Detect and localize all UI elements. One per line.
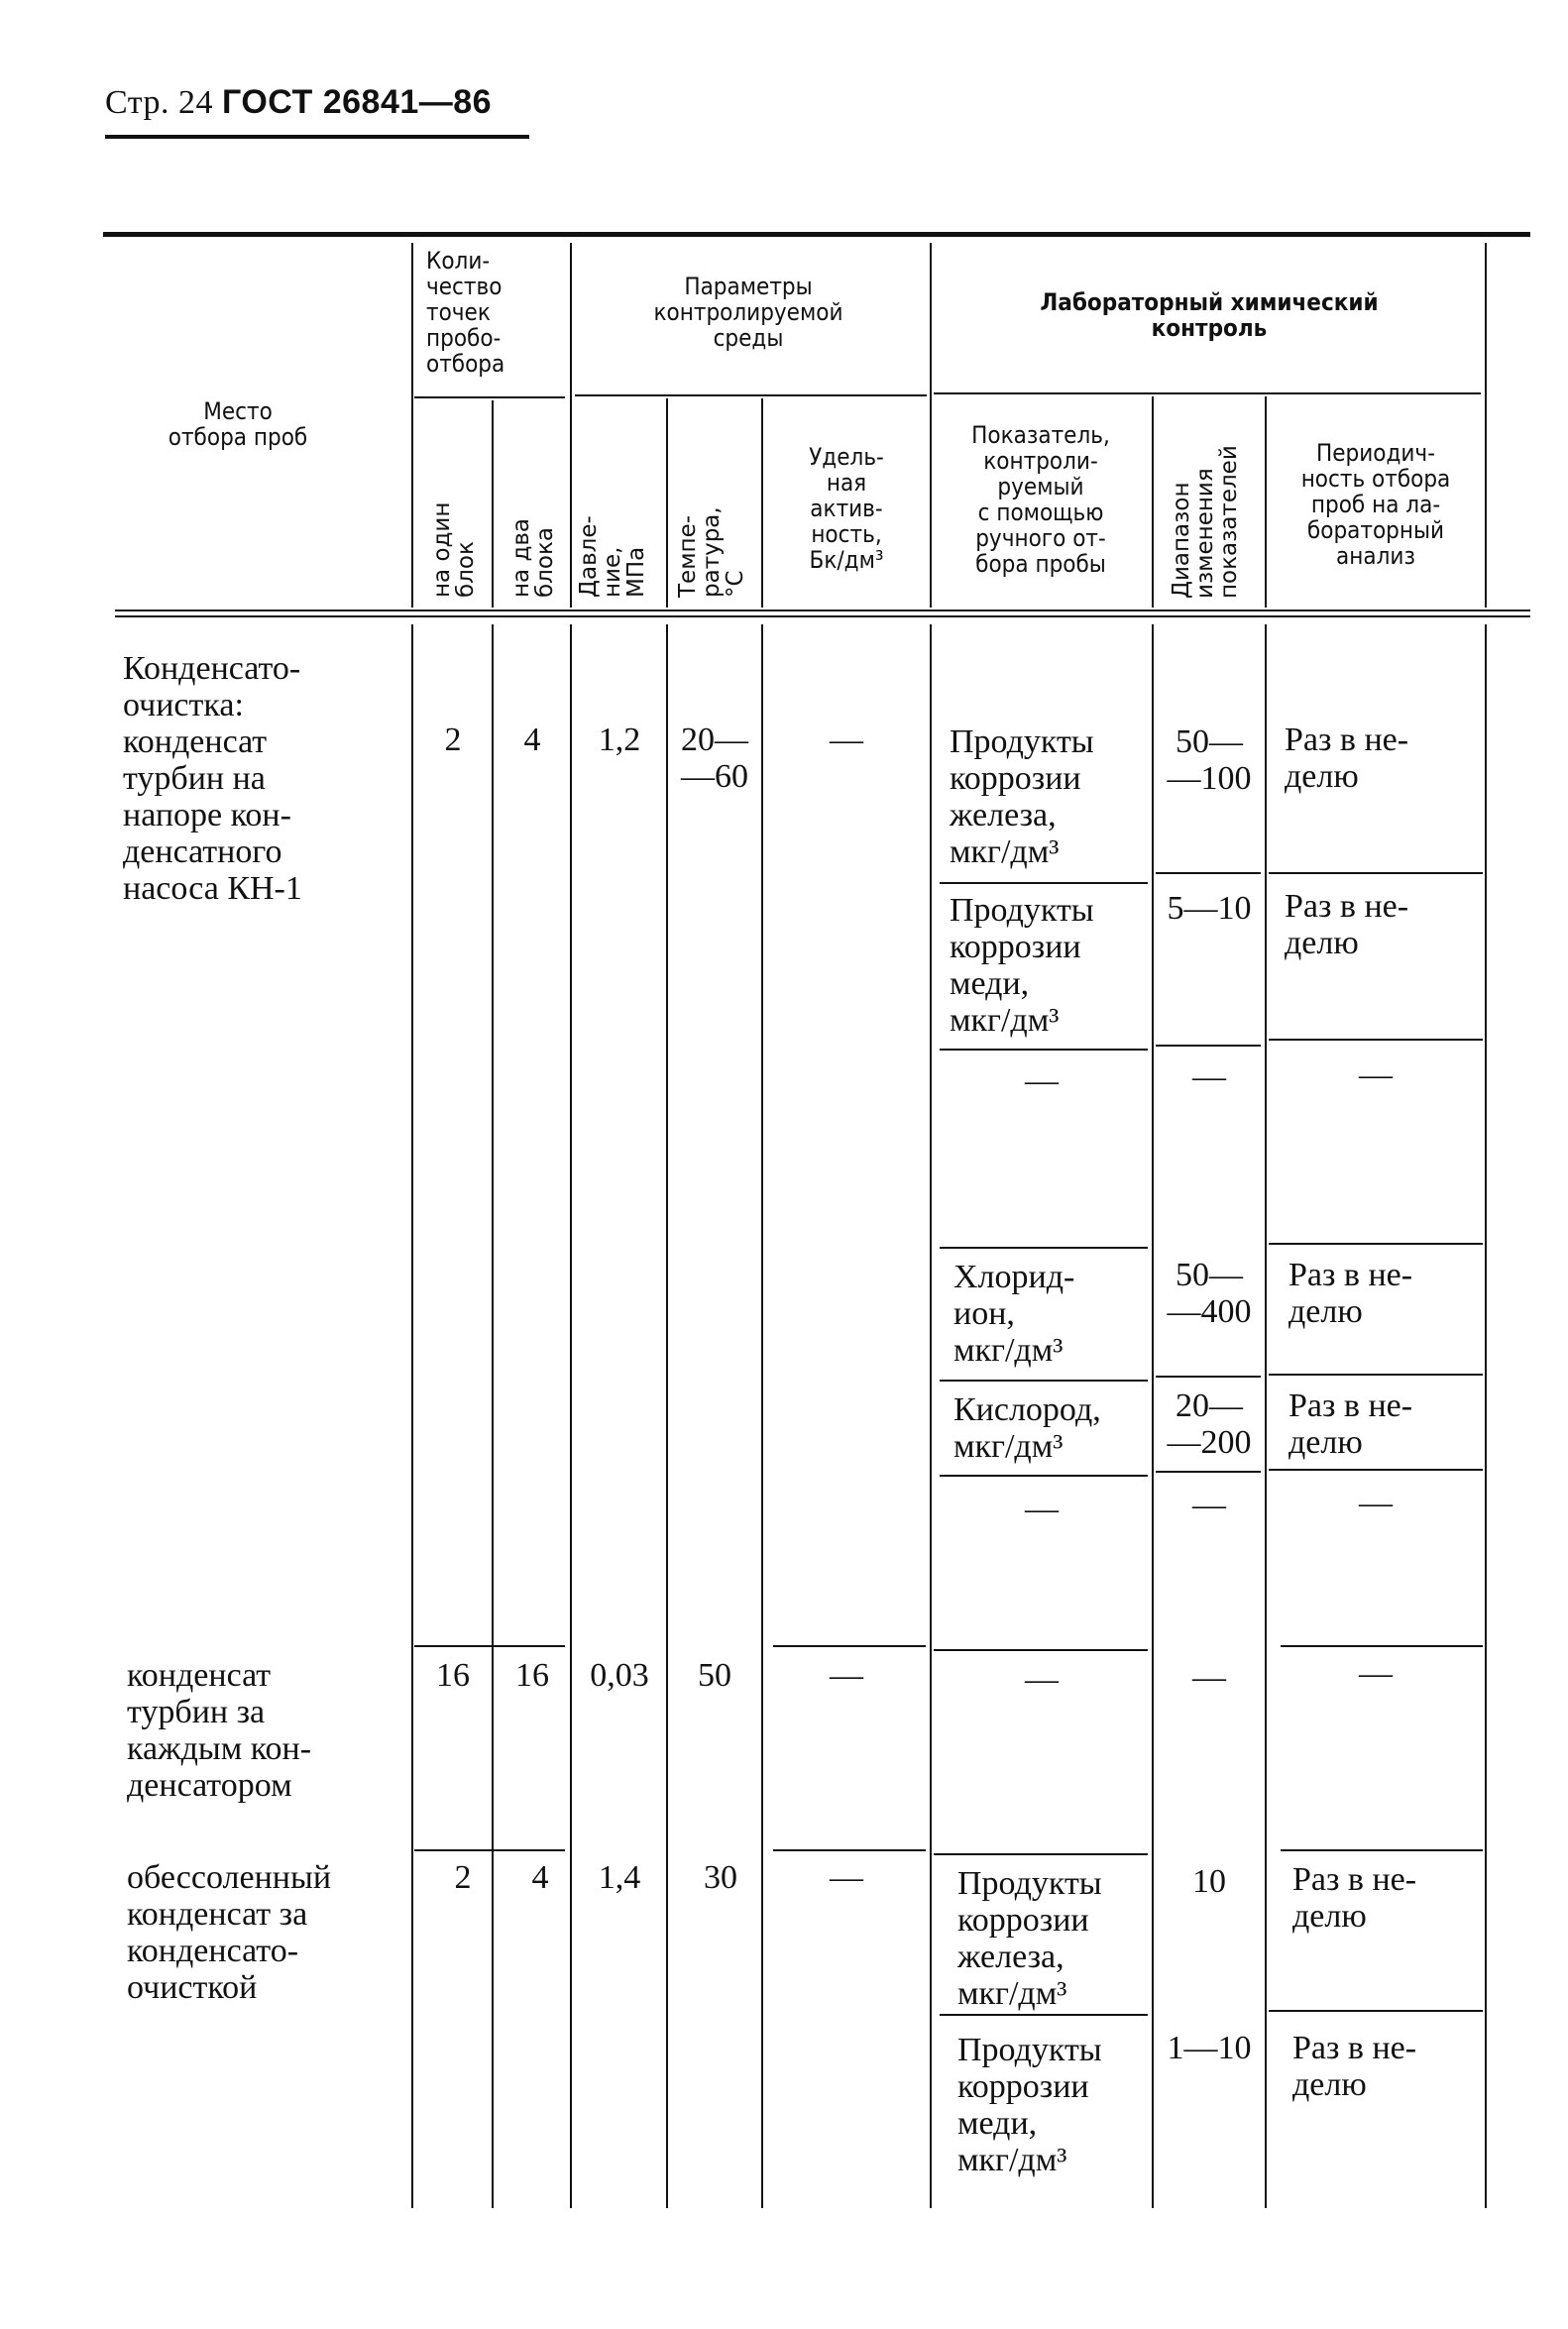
group-3-row-1-indicator: Продукты коррозии железа, мкг/дм³: [957, 1865, 1102, 2012]
group-1-row-1-indicator: Продукты коррозии железа, мкг/дм³: [950, 723, 1094, 870]
group-1-row-3-indicator: —: [1025, 1062, 1059, 1099]
header-bottom-rule: [115, 610, 1530, 611]
header-place: Место отбора проб: [168, 397, 308, 451]
group-1-place: Конденсато- очистка: конденсат турбин на напоре кон- денсатного насоса КН-1: [123, 650, 302, 907]
header-pressure: Давле- ние, МПа: [576, 515, 649, 598]
header-temperature: Темпе- ратура, °С: [675, 506, 748, 598]
group-2-place: конденсат турбин за каждым кон- денсатором: [127, 1657, 312, 1804]
group-3-pressure: 1,4: [598, 1859, 641, 1896]
group-3-two-blocks: 4: [531, 1859, 549, 1896]
header-specific-activity: Удель- ная актив- ность, Бк/дм³: [809, 443, 884, 574]
group-3-row-1-periodicity: Раз в не- делю: [1292, 1861, 1417, 1935]
group-3-row-2-range: 1—10: [1167, 2030, 1252, 2066]
group-1-row-2-periodicity: Раз в не- делю: [1285, 888, 1409, 961]
group-1-row-2-range: 5—10: [1167, 890, 1252, 927]
standard-number: ГОСТ 26841—86: [222, 83, 493, 121]
header-range: Диапазон изменения показателей: [1169, 445, 1242, 599]
group-2-temperature: 50: [698, 1657, 731, 1694]
group-1-row-5-periodicity: Раз в не- делю: [1288, 1387, 1413, 1461]
group-1-row-4-periodicity: Раз в не- делю: [1288, 1257, 1413, 1330]
group-1-row-2-indicator: Продукты коррозии меди, мкг/дм³: [950, 892, 1094, 1039]
header-params: Параметры контролируемой среды: [653, 273, 843, 352]
group-2-activity: —: [830, 1657, 863, 1694]
group-1-activity: —: [830, 721, 863, 758]
group-1-row-6-indicator: —: [1025, 1491, 1059, 1527]
header-points-count: Коли- чество точек пробо- отбора: [426, 247, 505, 378]
header-indicator: Показатель, контроли- руемый с помощью ручного от- бора пробы: [971, 421, 1110, 578]
group-2-two-blocks: 16: [515, 1657, 549, 1694]
group-1-row-6-range: —: [1192, 1487, 1226, 1523]
header-lab-control: Лабораторный химический контроль: [1040, 288, 1379, 342]
group-2-one-block: 16: [436, 1657, 470, 1694]
group-1-row-1-periodicity: Раз в не- делю: [1285, 721, 1409, 795]
group-3-place: обессоленный конденсат за конденсато- очисткой: [127, 1859, 332, 2006]
header-two-blocks: на два блока: [508, 518, 558, 598]
group-3-temperature: 30: [704, 1859, 737, 1896]
group-3-row-2-periodicity: Раз в не- делю: [1292, 2030, 1417, 2103]
group-2-row-1-periodicity: —: [1359, 1655, 1393, 1692]
group-2-row-1-indicator: —: [1025, 1661, 1059, 1698]
group-1-row-4-indicator: Хлорид- ион, мкг/дм³: [953, 1259, 1075, 1369]
group-3-row-2-indicator: Продукты коррозии меди, мкг/дм³: [957, 2032, 1102, 2178]
header-one-block: на один блок: [429, 501, 479, 598]
group-1-row-5-indicator: Кислород, мкг/дм³: [953, 1391, 1101, 1465]
table-top-rule: [103, 232, 1530, 237]
header-rule: [105, 135, 529, 139]
header-bottom-rule-2: [115, 615, 1530, 617]
group-3-row-1-range: 10: [1192, 1863, 1226, 1900]
group-2-pressure: 0,03: [590, 1657, 649, 1694]
group-3-activity: —: [830, 1859, 863, 1896]
header-periodicity: Периодич- ность отбора проб на ла- бораторный анализ: [1300, 439, 1451, 570]
group-1-row-4-range: 50— —400: [1167, 1257, 1252, 1330]
page-label: Стр. 24: [105, 84, 214, 121]
group-1-row-1-range: 50— —100: [1167, 723, 1252, 797]
group-2-row-1-range: —: [1192, 1659, 1226, 1696]
group-1-row-3-range: —: [1192, 1058, 1226, 1095]
page-header: [105, 83, 492, 122]
group-1-row-3-periodicity: —: [1359, 1056, 1393, 1093]
group-1-row-5-range: 20— —200: [1167, 1387, 1252, 1461]
group-1-row-6-periodicity: —: [1359, 1485, 1393, 1521]
group-1-two-blocks: 4: [523, 721, 541, 758]
group-1-pressure: 1,2: [598, 721, 641, 758]
group-1-temperature: 20— —60: [681, 721, 748, 795]
group-3-one-block: 2: [454, 1859, 472, 1896]
group-1-one-block: 2: [444, 721, 462, 758]
